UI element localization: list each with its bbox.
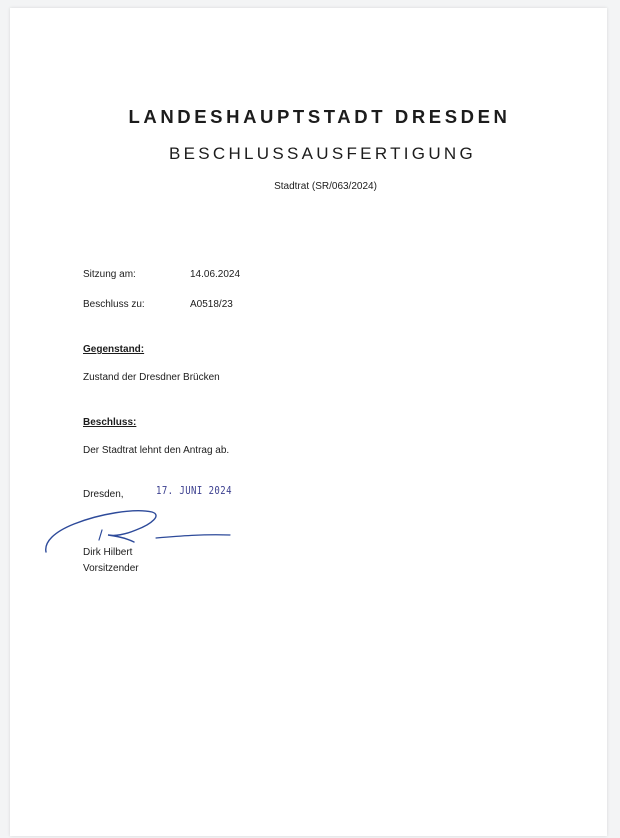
decision-heading: Beschluss: xyxy=(83,417,137,428)
resolution-number: A0518/23 xyxy=(190,299,233,310)
date-stamp: 17. JUNI 2024 xyxy=(156,484,232,497)
signature-stroke xyxy=(46,511,156,552)
signer-name: Dirk Hilbert xyxy=(83,547,133,558)
document-title: LANDESHAUPTSTADT DRESDEN xyxy=(128,106,511,127)
document-page xyxy=(10,8,607,836)
subject-heading: Gegenstand: xyxy=(83,344,145,355)
decision-text: Der Stadtrat lehnt den Antrag ab. xyxy=(83,445,230,456)
council-reference: Stadtrat (SR/063/2024) xyxy=(274,181,377,192)
signature-line xyxy=(156,535,230,538)
signature-tick xyxy=(99,530,102,540)
place-label: Dresden, xyxy=(83,489,124,500)
subject-text: Zustand der Dresdner Brücken xyxy=(83,372,220,383)
signature-image xyxy=(44,502,234,562)
meeting-date: 14.06.2024 xyxy=(190,269,241,280)
document-subtitle: BESCHLUSSAUSFERTIGUNG xyxy=(168,144,477,163)
meeting-label: Sitzung am: xyxy=(83,269,136,280)
signer-role: Vorsitzender xyxy=(83,563,139,574)
resolution-label: Beschluss zu: xyxy=(83,299,145,310)
